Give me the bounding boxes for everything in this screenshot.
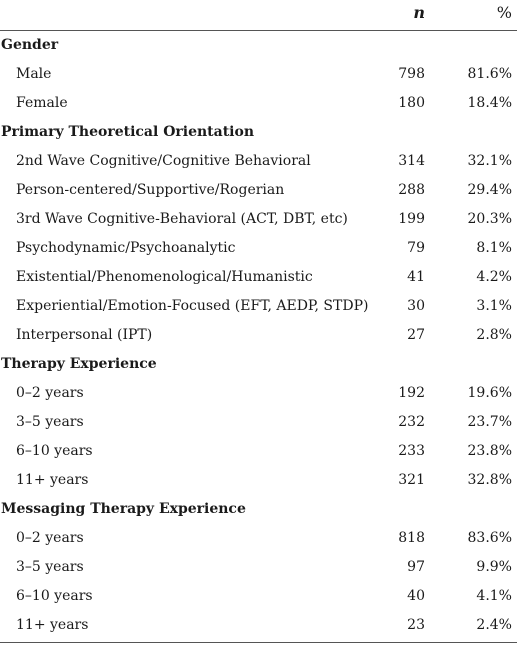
row-label: 6–10 years <box>16 588 93 604</box>
row-n: 233 <box>398 443 425 459</box>
section-title: Gender <box>1 37 59 53</box>
row-n: 41 <box>407 269 425 285</box>
row-n: 192 <box>398 385 425 401</box>
row-label: 11+ years <box>16 617 89 633</box>
row-percent: 23.7% <box>467 414 512 430</box>
row-n: 321 <box>398 472 425 488</box>
row-n: 798 <box>398 66 425 82</box>
section-title: Messaging Therapy Experience <box>1 501 246 517</box>
row-n: 27 <box>407 327 425 343</box>
section-gender <box>0 31 517 118</box>
table-row <box>0 89 517 118</box>
row-n: 288 <box>398 182 425 198</box>
row-label: Existential/Phenomenological/Humanistic <box>16 269 313 285</box>
row-percent: 2.8% <box>476 327 512 343</box>
table-bottom-rule <box>0 642 517 643</box>
table-row <box>0 408 517 437</box>
row-percent: 29.4% <box>467 182 512 198</box>
row-label: 2nd Wave Cognitive/Cognitive Behavioral <box>16 153 311 169</box>
table-row <box>0 379 517 408</box>
table-row <box>0 176 517 205</box>
row-label: Female <box>16 95 68 111</box>
row-label: 3rd Wave Cognitive-Behavioral (ACT, DBT, etc) <box>16 211 348 227</box>
table-row <box>0 321 517 350</box>
table-row <box>0 60 517 89</box>
row-label: 6–10 years <box>16 443 93 459</box>
row-label: 3–5 years <box>16 559 84 575</box>
row-label: 3–5 years <box>16 414 84 430</box>
row-n: 199 <box>398 211 425 227</box>
table-row <box>0 524 517 553</box>
table-row <box>0 147 517 176</box>
table-row <box>0 292 517 321</box>
table-row <box>0 611 517 640</box>
table-header <box>0 0 517 31</box>
table-row <box>0 205 517 234</box>
section-title: Therapy Experience <box>1 356 157 372</box>
row-n: 79 <box>407 240 425 256</box>
row-percent: 81.6% <box>467 66 512 82</box>
row-percent: 4.1% <box>476 588 512 604</box>
row-percent: 32.8% <box>467 472 512 488</box>
table-row <box>0 263 517 292</box>
row-label: 0–2 years <box>16 385 84 401</box>
row-percent: 32.1% <box>467 153 512 169</box>
section-title: Primary Theoretical Orientation <box>1 124 255 140</box>
row-n: 30 <box>407 298 425 314</box>
row-percent: 18.4% <box>467 95 512 111</box>
row-n: 314 <box>398 153 425 169</box>
row-label: Male <box>16 66 52 82</box>
row-percent: 2.4% <box>476 617 512 633</box>
row-percent: 9.9% <box>476 559 512 575</box>
section-therapy-experience <box>0 350 517 495</box>
row-percent: 23.8% <box>467 443 512 459</box>
row-label: Person-centered/Supportive/Rogerian <box>16 182 285 198</box>
row-percent: 83.6% <box>467 530 512 546</box>
row-percent: 19.6% <box>467 385 512 401</box>
row-percent: 20.3% <box>467 211 512 227</box>
row-percent: 3.1% <box>476 298 512 314</box>
row-label: 0–2 years <box>16 530 84 546</box>
table-row <box>0 553 517 582</box>
row-label: Interpersonal (IPT) <box>16 327 153 343</box>
row-n: 232 <box>398 414 425 430</box>
table-row <box>0 437 517 466</box>
section-primary-theoretical-orientation <box>0 118 517 350</box>
row-label: Experiential/Emotion-Focused (EFT, AEDP, STDP) <box>16 298 369 314</box>
section-messaging-therapy-experience <box>0 495 517 640</box>
table-row <box>0 234 517 263</box>
row-n: 40 <box>407 588 425 604</box>
table-row <box>0 582 517 611</box>
row-n: 818 <box>398 530 425 546</box>
row-label: Psychodynamic/Psychoanalytic <box>16 240 236 256</box>
column-header-percent: % <box>496 3 512 22</box>
column-header-n: n <box>413 3 425 22</box>
row-label: 11+ years <box>16 472 89 488</box>
row-percent: 8.1% <box>476 240 512 256</box>
row-n: 97 <box>407 559 425 575</box>
row-n: 180 <box>398 95 425 111</box>
row-n: 23 <box>407 617 425 633</box>
row-percent: 4.2% <box>476 269 512 285</box>
table-row <box>0 466 517 495</box>
